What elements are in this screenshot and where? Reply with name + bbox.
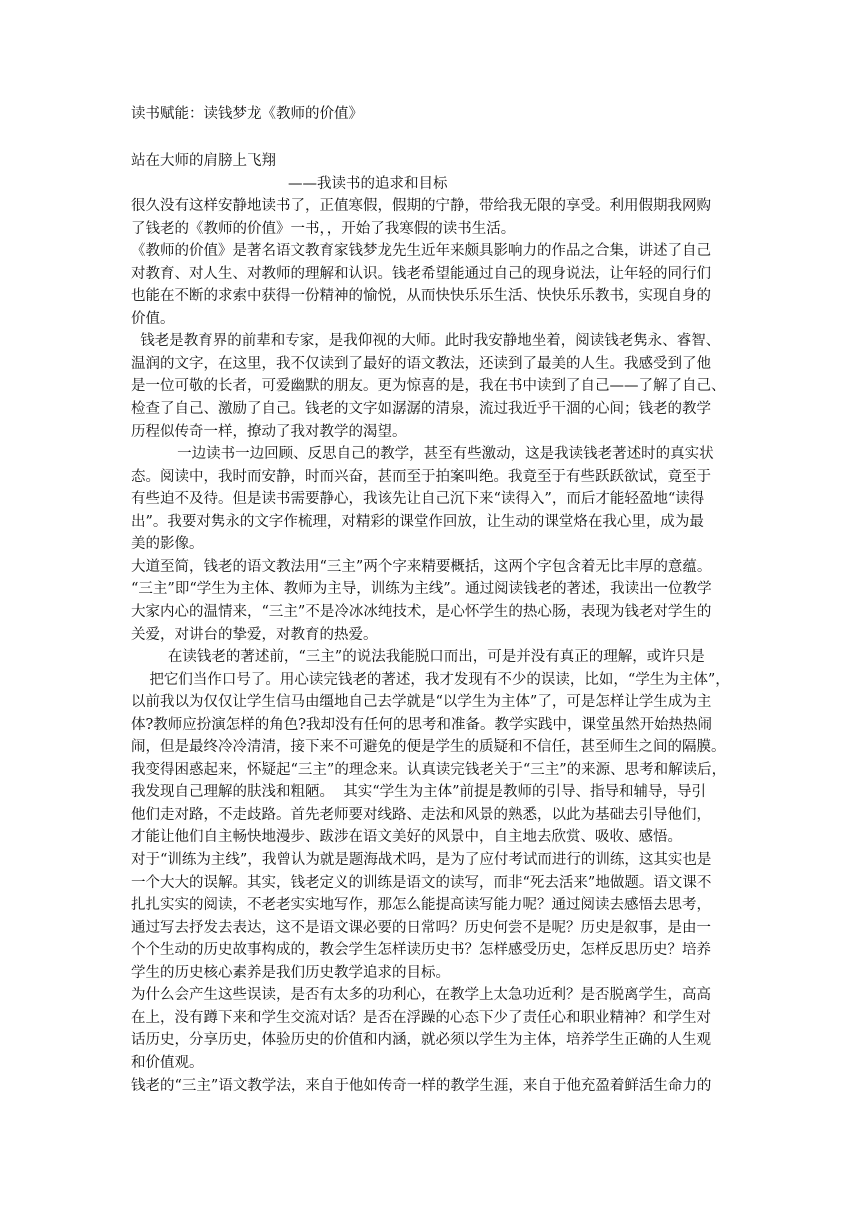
- body-line: 对教育、对人生、对教师的理解和认识。钱老希望能通过自己的现身说法，让年轻的同行们: [131, 265, 711, 282]
- body-line: 以前我以为仅仅让学生信马由缰地自己去学就是“以学生为主体”了，可是怎样让学生成为主: [131, 694, 712, 711]
- body-line: 话历史，分享历史，体验历史的价值和内涵，就必须以学生为主体，培养学生正确的人生观: [131, 1032, 711, 1049]
- body-line: 我变得困惑起来，怀疑起“三主”的理念来。认真读完钱老关于“三主”的来源、思考和解读后，: [131, 761, 727, 778]
- body-line: 检查了自己、激励了自己。钱老的文字如潺潺的清泉，流过我近乎干涸的心间；钱老的教学: [131, 401, 711, 417]
- document-title: 读书赋能：读钱梦龙《教师的价值》: [131, 106, 363, 122]
- body-line: 闹，但是最终冷冷清清，接下来不可避免的便是学生的质疑和不信任，甚至师生之间的隔膜。: [131, 739, 726, 756]
- body-line: 钱老的“三主”语文教学法，来自于他如传奇一样的教学生涯，来自于他充盈着鲜活生命力的: [131, 1077, 712, 1094]
- body-line: 《教师的价值》是著名语文教育家钱梦龙先生近年来颇具影响力的作品之合集，讲述了自己: [131, 243, 711, 260]
- body-line: 也能在不断的求索中获得一份精神的愉悦，从而快快乐乐生活、快快乐乐教书，实现自身的: [131, 288, 711, 305]
- body-line: 学生的历史核心素养是我们历史教学追求的目标。: [131, 964, 450, 981]
- body-line: 价值。: [131, 310, 175, 327]
- body-line: 个个生动的历史故事构成的，教会学生怎样读历史书？怎样感受历史，怎样反思历史？培养: [131, 942, 711, 959]
- body-line: 才能让他们自主畅快地漫步、跋涉在语文美好的风景中，自主地去欣赏、吸收、感悟。: [131, 829, 682, 846]
- body-line: 大道至简，钱老的语文教法用“三主”两个字来精要概括，这两个字包含着无比丰厚的意蕴。: [131, 558, 712, 575]
- body-line: 一边读书一边回顾、反思自己的教学，甚至有些激动，这是我读钱老著述时的真实状: [131, 446, 714, 463]
- body-line: 扎扎实实的阅读，不老老实实地写作，那怎么能提高读写能力呢？通过阅读去感悟去思考，: [131, 897, 711, 914]
- body-line: 温润的文字，在这里，我不仅读到了最好的语文教法，还读到了最美的人生。我感受到了他: [131, 355, 711, 372]
- body-line: 在读钱老的著述前，“三主”的说法我能脱口而出，可是并没有真正的理解，或许只是: [131, 649, 705, 665]
- article-heading: 站在大师的肩膀上飞翔: [131, 153, 276, 169]
- body-line: 大家内心的温情来，“三主”不是冷冰冰纯技术，是心怀学生的热心肠，表现为钱老对学生的: [131, 603, 712, 620]
- body-line: 很久没有这样安静地读书了，正值寒假，假期的宁静，带给我无限的享受。利用假期我网购: [131, 198, 711, 214]
- body-line: 为什么会产生这些误读，是否有太多的功利心，在教学上太急功近利？是否脱离学生，高高: [131, 987, 711, 1004]
- body-line: 出”。我要对隽永的文字作梳理，对精彩的课堂作回放，让生动的课堂烙在我心里，成为最: [131, 513, 704, 530]
- body-line: 和价值观。: [131, 1054, 204, 1071]
- body-line: 一个大大的误解。其实，钱老定义的训练是语文的读写，而非“死去活来”地做题。语文课不: [131, 874, 712, 891]
- body-line: 是一位可敬的长者，可爱幽默的朋友。更为惊喜的是，我在书中读到了自己——了解了自己、: [131, 378, 726, 395]
- body-line: 把它们当作口号了。用心读完钱老的著述，我才发现有不少的误读，比如，“学生为主体”，: [131, 671, 730, 688]
- article-subheading: ——我读书的追求和目标: [288, 176, 448, 192]
- body-line: “三主”即“学生为主体、教师为主导，训练为主线”。通过阅读钱老的著述，我读出一位教学: [131, 581, 712, 598]
- body-line: 历程似传奇一样，撩动了我对教学的渴望。: [131, 423, 407, 440]
- body-line: 态。阅读中，我时而安静，时而兴奋，甚而至于拍案叫绝。我竟至于有些跃跃欲试，竟至于: [131, 468, 711, 485]
- body-line: 对于“训练为主线”，我曾认为就是题海战术吗，是为了应付考试而进行的训练，这其实也是: [131, 852, 712, 868]
- body-line: 了钱老的《教师的价值》一书，，开始了我寒假的读书生活。: [131, 220, 516, 237]
- body-line: 有些迫不及待。但是读书需要静心，我该先让自己沉下来“读得入”，而后才能轻盈地“读得: [131, 491, 705, 508]
- body-line: 在上，没有蹲下来和学生交流对话？是否在浮躁的心态下少了责任心和职业精神？和学生对: [131, 1009, 711, 1026]
- body-line: 他们走对路，不走歧路。首先老师要对线路、走法和风景的熟悉，以此为基础去引导他们，: [131, 806, 711, 823]
- body-line: 钱老是教育界的前辈和专家，是我仰视的大师。此时我安静地坐着，阅读钱老隽永、睿智、: [131, 333, 721, 350]
- body-line: 美的影像。: [131, 536, 204, 553]
- body-line: 体?教师应扮演怎样的角色?我却没有任何的思考和准备。教学实践中，课堂虽然开始热热闹: [131, 716, 713, 733]
- body-line: 我发现自己理解的肤浅和粗陋。 其实“学生为主体”前提是教师的引导、指导和辅导，导引: [131, 784, 707, 801]
- body-line: 关爱，对讲台的挚爱，对教育的热爱。: [131, 626, 378, 643]
- body-line: 通过写去抒发去表达，这不是语文课必要的日常吗？历史何尝不是呢？历史是叙事，是由一: [131, 919, 711, 936]
